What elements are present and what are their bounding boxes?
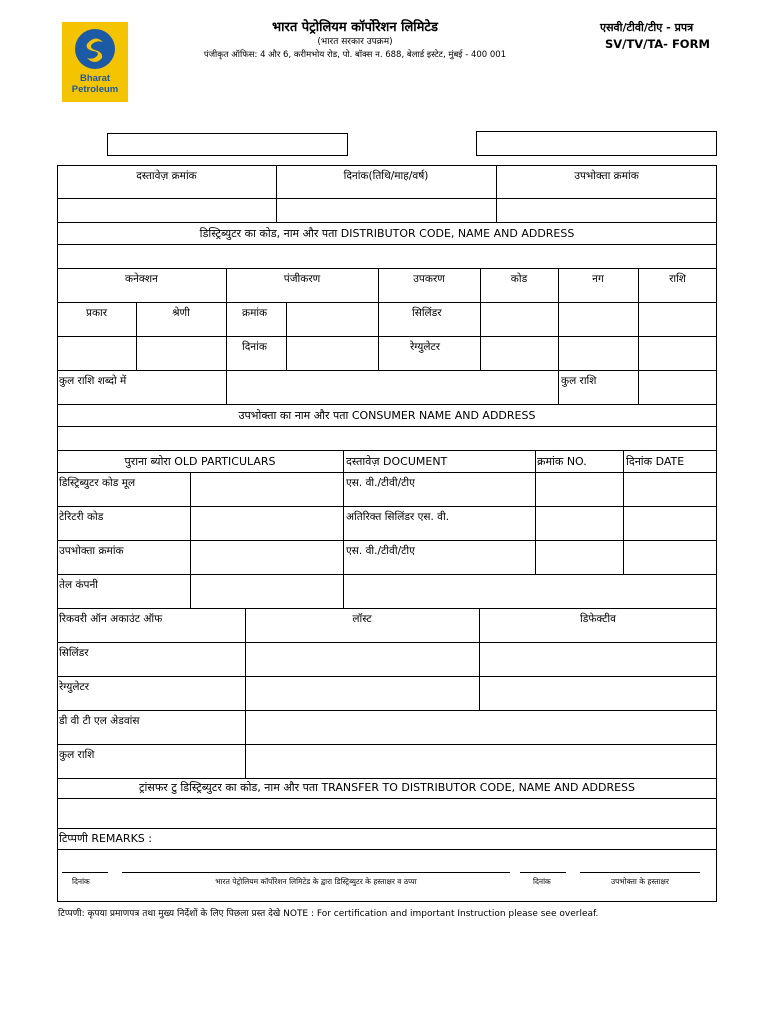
label-date: दिनांक DATE xyxy=(626,455,685,468)
label-quantity: नग xyxy=(592,273,604,285)
input-remarks[interactable] xyxy=(160,829,716,849)
input-cylinder-code[interactable] xyxy=(481,303,557,335)
input-reg-date[interactable] xyxy=(287,337,377,369)
label-reg-number: क्रमांक xyxy=(242,307,268,319)
govt-undertaking: (भारत सरकार उपक्रम) xyxy=(317,37,393,47)
label-sv-tv-ta-1: एस. वी./टीवी/टीए xyxy=(346,477,415,489)
form-code-hindi: एसवी/टीवी/टीए - प्रपत्र xyxy=(600,21,694,34)
input-date[interactable] xyxy=(277,199,495,221)
label-sv-tv-ta-2: एस. वी./टीवी/टीए xyxy=(346,545,415,557)
input-consumer-address[interactable] xyxy=(58,427,716,450)
input-doc-date-3[interactable] xyxy=(624,541,716,573)
label-oil-company: तेल कंपनी xyxy=(59,579,99,591)
label-amount: राशि xyxy=(669,273,686,285)
input-old-consumer-no[interactable] xyxy=(191,541,342,573)
bharat-petroleum-logo xyxy=(62,22,128,102)
label-distributor-code-original: डिस्ट्रिब्युटर कोड मूल xyxy=(59,477,136,489)
label-connection: कनेक्शन xyxy=(125,273,158,285)
label-document-no: दस्तावेज़ क्रमांक xyxy=(136,170,197,182)
logo-text-bharat: Bharat xyxy=(79,73,111,84)
top-entry-field-right[interactable] xyxy=(476,131,717,156)
label-regulator: रेग्युलेटर xyxy=(410,341,441,353)
distributor-heading: डिस्ट्रिब्युटर का कोड, नाम और पता DISTRIBUTOR CODE, NAME AND ADDRESS xyxy=(199,227,575,240)
input-distributor-code-original[interactable] xyxy=(191,473,342,505)
input-defective-cylinder[interactable] xyxy=(480,643,716,675)
input-total-amount[interactable] xyxy=(639,371,716,403)
input-doc-no-1[interactable] xyxy=(536,473,622,505)
input-oil-company[interactable] xyxy=(191,575,342,607)
label-document: दस्तावेज़ DOCUMENT xyxy=(346,455,448,468)
label-lost: लॉस्ट xyxy=(352,613,372,625)
label-remarks: टिप्पणी REMARKS : xyxy=(59,832,152,845)
label-distributor-signature: भारत पेट्रोलियम कॉर्पोरेशन लिमिटेड के द्वारा डिस्ट्रिब्युटर के हस्ताक्षर व ठप्पा xyxy=(215,877,417,886)
company-name: भारत पेट्रोलियम कॉर्पोरेशन लिमिटेड xyxy=(272,20,438,35)
input-doc-no-2[interactable] xyxy=(536,507,622,539)
input-amount-in-words[interactable] xyxy=(227,371,557,403)
label-sign-date-2: दिनांक xyxy=(533,877,551,886)
input-regulator-code[interactable] xyxy=(481,337,557,369)
input-type[interactable] xyxy=(58,337,135,369)
input-dvt-advance[interactable] xyxy=(246,711,716,743)
input-transfer-address[interactable] xyxy=(58,799,716,827)
input-document-no[interactable] xyxy=(58,199,275,221)
input-defective-regulator[interactable] xyxy=(480,677,716,709)
label-consumer-no: उपभोक्ता क्रमांक xyxy=(574,170,639,182)
label-old-consumer-no: उपभोक्ता क्रमांक xyxy=(59,545,124,557)
label-dvt-advance: डी वी टी एल अेडवांस xyxy=(59,715,140,727)
registered-office-address: पंजीकृत ऑफिस: 4 और 6, करीमभोय रोड, पो. बॉक्स न. 688, बेलार्ड इस्टेट, मुंबई - 400 001 xyxy=(203,50,507,60)
label-consumer-signature: उपभोक्ता के हस्ताक्षर xyxy=(611,877,669,886)
label-total-amount: कुल राशि xyxy=(561,375,597,387)
label-recovery-on-account: रिकवरी ऑन अकाउंट ऑफ xyxy=(59,613,163,625)
input-lost-cylinder[interactable] xyxy=(246,643,478,675)
label-amount-in-words: कुल राशि शब्दो में xyxy=(59,375,127,387)
input-reg-number[interactable] xyxy=(287,303,377,335)
label-registration: पंजीकरण xyxy=(283,273,321,285)
label-defective: डिफेक्टीव xyxy=(579,613,616,625)
label-sign-date-1: दिनांक xyxy=(72,877,90,886)
label-category: श्रेणी xyxy=(172,307,190,319)
label-no: क्रमांक NO. xyxy=(537,455,587,468)
label-recovery-total: कुल राशि xyxy=(59,749,95,761)
consumer-heading: उपभोक्ता का नाम और पता CONSUMER NAME AND ADDRESS xyxy=(238,409,536,422)
input-consumer-no[interactable] xyxy=(497,199,716,221)
label-extra-cylinder-sv: अतिरिक्त सिलिंडर एस. वी. xyxy=(346,511,450,523)
input-recovery-total[interactable] xyxy=(246,745,716,777)
label-code: कोड xyxy=(510,273,528,285)
label-recovery-cylinder: सिलिंडर xyxy=(59,647,89,659)
footer-note: टिप्पणी: कृपया प्रमाणपत्र तथा मुख्य निर्देशों के लिए पिछला प्रस्त देखे NOTE : For certification and important Instruction please see overleaf. xyxy=(58,909,599,919)
input-lost-regulator[interactable] xyxy=(246,677,478,709)
top-entry-field-left[interactable] xyxy=(107,133,348,156)
label-cylinder: सिलिंडर xyxy=(412,307,442,319)
label-old-particulars: पुराना ब्योरा OLD PARTICULARS xyxy=(124,455,276,468)
input-doc-date-1[interactable] xyxy=(624,473,716,505)
input-doc-date-2[interactable] xyxy=(624,507,716,539)
transfer-heading: ट्रांसफर टु डिस्ट्रिब्युटर का कोड, नाम और पता TRANSFER TO DISTRIBUTOR CODE, NAME AND ADDRESS xyxy=(138,781,635,794)
label-recovery-regulator: रेग्युलेटर xyxy=(59,681,90,693)
form-code-english: SV/TV/TA- FORM xyxy=(605,37,710,51)
logo-text-petroleum: Petroleum xyxy=(71,84,119,95)
label-date-dmy: दिनांक(तिथि/माह/वर्ष) xyxy=(343,170,429,182)
label-territory-code: टेरिटरी कोड xyxy=(59,511,104,523)
input-doc-no-3[interactable] xyxy=(536,541,622,573)
label-equipment: उपकरण xyxy=(413,273,445,285)
input-territory-code[interactable] xyxy=(191,507,342,539)
label-type: प्रकार xyxy=(85,307,108,319)
label-reg-date: दिनांक xyxy=(242,341,267,353)
input-category[interactable] xyxy=(137,337,225,369)
input-distributor-address[interactable] xyxy=(58,245,716,268)
